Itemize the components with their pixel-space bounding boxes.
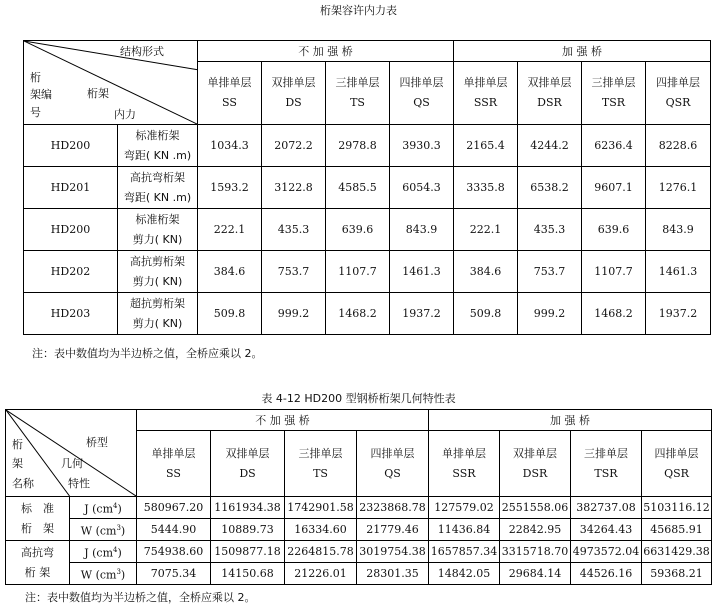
value-cell: 6236.4 (582, 125, 646, 167)
value-cell: 21226.01 (285, 563, 357, 585)
value-cell: 14150.68 (211, 563, 285, 585)
column-header (211, 431, 285, 497)
column-code: QS (413, 96, 430, 109)
mid-label: 桁架 (87, 87, 109, 100)
column-name: 三排单层 (591, 76, 636, 89)
column-code: TSR (594, 466, 618, 480)
table1-note: 注：表中数值均为半边桥之值，全桥应乘以 2。 (32, 347, 263, 360)
property-exponent: 4 (113, 501, 118, 510)
property-label (70, 519, 137, 541)
column-code: SSR (473, 96, 498, 109)
value-cell: 639.6 (326, 209, 390, 251)
value-cell: 509.8 (198, 293, 262, 335)
column-header (582, 62, 646, 125)
column-header (390, 62, 454, 125)
value-cell: 1468.2 (326, 293, 390, 335)
property-name: W (cm (80, 524, 117, 538)
table-row (24, 293, 711, 335)
column-header (357, 431, 429, 497)
value-cell: 16334.60 (285, 519, 357, 541)
column-code: SS (222, 96, 237, 109)
value-cell: 384.6 (454, 251, 518, 293)
value-cell: 639.6 (582, 209, 646, 251)
column-code: QSR (665, 96, 691, 109)
column-name: 单排单层 (463, 76, 508, 89)
value-cell: 2323868.78 (357, 497, 429, 519)
truss-name-line: 标 准 (21, 501, 54, 515)
column-header (646, 62, 711, 125)
allowable-force-table (23, 40, 711, 335)
row-label-line-3: 名称 (12, 477, 34, 490)
value-cell: 7075.34 (137, 563, 211, 585)
value-cell: 21779.46 (357, 519, 429, 541)
truss-id: HD200 (24, 209, 118, 251)
value-cell: 509.8 (454, 293, 518, 335)
truss-type-force (118, 293, 198, 335)
prop-label: 特性 (68, 477, 90, 490)
table-row (6, 563, 712, 585)
group-reinforced: 加 强 桥 (429, 410, 712, 431)
truss-type-force (118, 251, 198, 293)
value-cell: 1509877.18 (211, 541, 285, 563)
column-name: 四排单层 (656, 76, 700, 89)
column-name: 四排单层 (654, 446, 699, 460)
column-header (571, 431, 642, 497)
column-name: 三排单层 (335, 76, 380, 89)
value-cell: 2551558.06 (500, 497, 571, 519)
truss-type: 高抗弯桁架 (130, 170, 185, 184)
value-cell: 1107.7 (326, 251, 390, 293)
property-close: ) (117, 502, 122, 516)
value-cell: 1657857.34 (429, 541, 500, 563)
value-cell: 34264.43 (571, 519, 642, 541)
group-reinforced: 加 强 桥 (454, 41, 711, 62)
column-code: TS (313, 466, 328, 480)
table-row (24, 209, 711, 251)
column-code: TS (350, 96, 365, 109)
value-cell: 59368.21 (642, 563, 712, 585)
truss-type-force (118, 209, 198, 251)
property-close: ) (120, 568, 126, 582)
value-cell: 4973572.04 (571, 541, 642, 563)
property-name: W (cm (80, 568, 117, 582)
value-cell: 1742901.58 (285, 497, 357, 519)
value-cell: 1276.1 (646, 167, 711, 209)
row-label-line-3: 号 (30, 106, 41, 119)
table-row (6, 519, 712, 541)
value-cell: 754938.60 (137, 541, 211, 563)
property-name: J (cm (84, 546, 114, 560)
column-name: 四排单层 (399, 76, 444, 89)
value-cell: 843.9 (390, 209, 454, 251)
column-header (500, 431, 571, 497)
geometric-properties-table (5, 409, 712, 585)
value-cell: 4244.2 (518, 125, 582, 167)
value-cell: 435.3 (262, 209, 326, 251)
truss-name (6, 497, 70, 541)
column-name: 单排单层 (207, 76, 252, 89)
value-cell: 11436.84 (429, 519, 500, 541)
value-cell: 44526.16 (571, 563, 642, 585)
column-name: 四排单层 (370, 446, 415, 460)
property-close: ) (117, 546, 122, 560)
value-cell: 3019754.38 (357, 541, 429, 563)
table2-diagonal-header (6, 410, 137, 497)
column-code: DS (285, 96, 302, 109)
value-cell: 222.1 (454, 209, 518, 251)
column-name: 双排单层 (513, 446, 557, 460)
value-cell: 580967.20 (137, 497, 211, 519)
column-header (326, 62, 390, 125)
value-cell: 1161934.38 (211, 497, 285, 519)
truss-name (6, 541, 70, 585)
truss-type-force (118, 125, 198, 167)
value-cell: 6631429.38 (642, 541, 712, 563)
truss-name-line: 桁 架 (24, 565, 51, 579)
row-label-line-1: 桁 (30, 71, 41, 84)
value-cell: 1461.3 (390, 251, 454, 293)
table1-diagonal-header (24, 41, 198, 125)
force-unit: 弯距( KN .m) (123, 148, 192, 162)
struct-label: 结构形式 (120, 45, 164, 58)
value-cell: 435.3 (518, 209, 582, 251)
truss-name-line: 高抗弯 (21, 545, 54, 559)
table2-title: 表 4-12 HD200 型钢桥桁架几何特性表 (261, 392, 456, 405)
value-cell: 22842.95 (500, 519, 571, 541)
value-cell: 753.7 (518, 251, 582, 293)
property-label (70, 563, 137, 585)
value-cell: 6538.2 (518, 167, 582, 209)
geo-label: 几何 (61, 457, 83, 470)
table-row (6, 497, 712, 519)
column-code: SS (166, 466, 181, 480)
column-name: 三排单层 (298, 446, 343, 460)
truss-type-force (118, 167, 198, 209)
truss-id: HD201 (24, 167, 118, 209)
column-header (137, 431, 211, 497)
column-code: QSR (664, 466, 689, 480)
property-close: ) (120, 524, 126, 538)
property-label (70, 541, 137, 563)
value-cell: 1937.2 (390, 293, 454, 335)
value-cell: 9607.1 (582, 167, 646, 209)
value-cell: 999.2 (262, 293, 326, 335)
value-cell: 1937.2 (646, 293, 711, 335)
value-cell: 5103116.12 (642, 497, 712, 519)
value-cell: 843.9 (646, 209, 711, 251)
value-cell: 999.2 (518, 293, 582, 335)
value-cell: 384.6 (198, 251, 262, 293)
table2-note: 注：表中数值均为半边桥之值，全桥应乘以 2。 (25, 591, 256, 604)
truss-id: HD200 (24, 125, 118, 167)
truss-type: 高抗剪桁架 (130, 254, 185, 268)
value-cell: 3122.8 (262, 167, 326, 209)
truss-type: 标准桁架 (135, 212, 180, 226)
value-cell: 1107.7 (582, 251, 646, 293)
force-unit: 剪力( KN) (132, 316, 183, 330)
table-row (24, 167, 711, 209)
value-cell: 3335.8 (454, 167, 518, 209)
column-header (429, 431, 500, 497)
value-cell: 222.1 (198, 209, 262, 251)
column-name: 双排单层 (225, 446, 270, 460)
property-exponent: 4 (113, 545, 118, 554)
column-name: 单排单层 (442, 446, 486, 460)
column-name: 三排单层 (584, 446, 628, 460)
column-name: 单排单层 (151, 446, 196, 460)
diagonal-lines (24, 41, 197, 124)
value-cell: 1593.2 (198, 167, 262, 209)
value-cell: 5444.90 (137, 519, 211, 541)
value-cell: 6054.3 (390, 167, 454, 209)
value-cell: 10889.73 (211, 519, 285, 541)
table-row (6, 541, 712, 563)
value-cell: 2165.4 (454, 125, 518, 167)
column-header (642, 431, 712, 497)
truss-id: HD203 (24, 293, 118, 335)
table-row (24, 125, 711, 167)
column-code: SSR (452, 466, 476, 480)
column-name: 双排单层 (271, 76, 316, 89)
table1-title: 桁架容许内力表 (320, 4, 397, 17)
column-code: QS (384, 466, 401, 480)
column-header (262, 62, 326, 125)
property-name: J (cm (84, 502, 114, 516)
column-code: TSR (601, 96, 626, 109)
value-cell: 3930.3 (390, 125, 454, 167)
force-unit: 弯距( KN .m) (123, 190, 192, 204)
row-label-line-2: 架编 (30, 88, 52, 101)
value-cell: 3315718.70 (500, 541, 571, 563)
value-cell: 14842.05 (429, 563, 500, 585)
property-label (70, 497, 137, 519)
table-row (24, 251, 711, 293)
row-label-line-2: 架 (12, 457, 23, 470)
value-cell: 127579.02 (429, 497, 500, 519)
type-label: 桥型 (86, 436, 108, 449)
property-exponent: 3 (116, 567, 121, 576)
truss-type: 超抗剪桁架 (130, 296, 185, 310)
column-header (454, 62, 518, 125)
value-cell: 2978.8 (326, 125, 390, 167)
truss-type: 标准桁架 (135, 128, 180, 142)
column-code: DSR (522, 466, 548, 480)
value-cell: 1468.2 (582, 293, 646, 335)
column-code: DSR (537, 96, 562, 109)
value-cell: 753.7 (262, 251, 326, 293)
value-cell: 4585.5 (326, 167, 390, 209)
column-header (198, 62, 262, 125)
value-cell: 2264815.78 (285, 541, 357, 563)
force-label: 内力 (114, 108, 136, 121)
group-unreinforced: 不 加 强 桥 (137, 410, 429, 431)
value-cell: 28301.35 (357, 563, 429, 585)
value-cell: 2072.2 (262, 125, 326, 167)
value-cell: 1461.3 (646, 251, 711, 293)
value-cell: 8228.6 (646, 125, 711, 167)
column-code: DS (239, 466, 256, 480)
force-unit: 剪力( KN) (132, 232, 183, 246)
value-cell: 1034.3 (198, 125, 262, 167)
truss-id: HD202 (24, 251, 118, 293)
column-header (518, 62, 582, 125)
value-cell: 29684.14 (500, 563, 571, 585)
truss-name-line: 桁 架 (21, 521, 54, 535)
group-unreinforced: 不 加 强 桥 (198, 41, 454, 62)
row-label-line-1: 桁 (12, 438, 23, 451)
property-exponent: 3 (116, 523, 121, 532)
value-cell: 45685.91 (642, 519, 712, 541)
column-name: 双排单层 (527, 76, 572, 89)
column-header (285, 431, 357, 497)
value-cell: 382737.08 (571, 497, 642, 519)
force-unit: 剪力( KN) (132, 274, 183, 288)
